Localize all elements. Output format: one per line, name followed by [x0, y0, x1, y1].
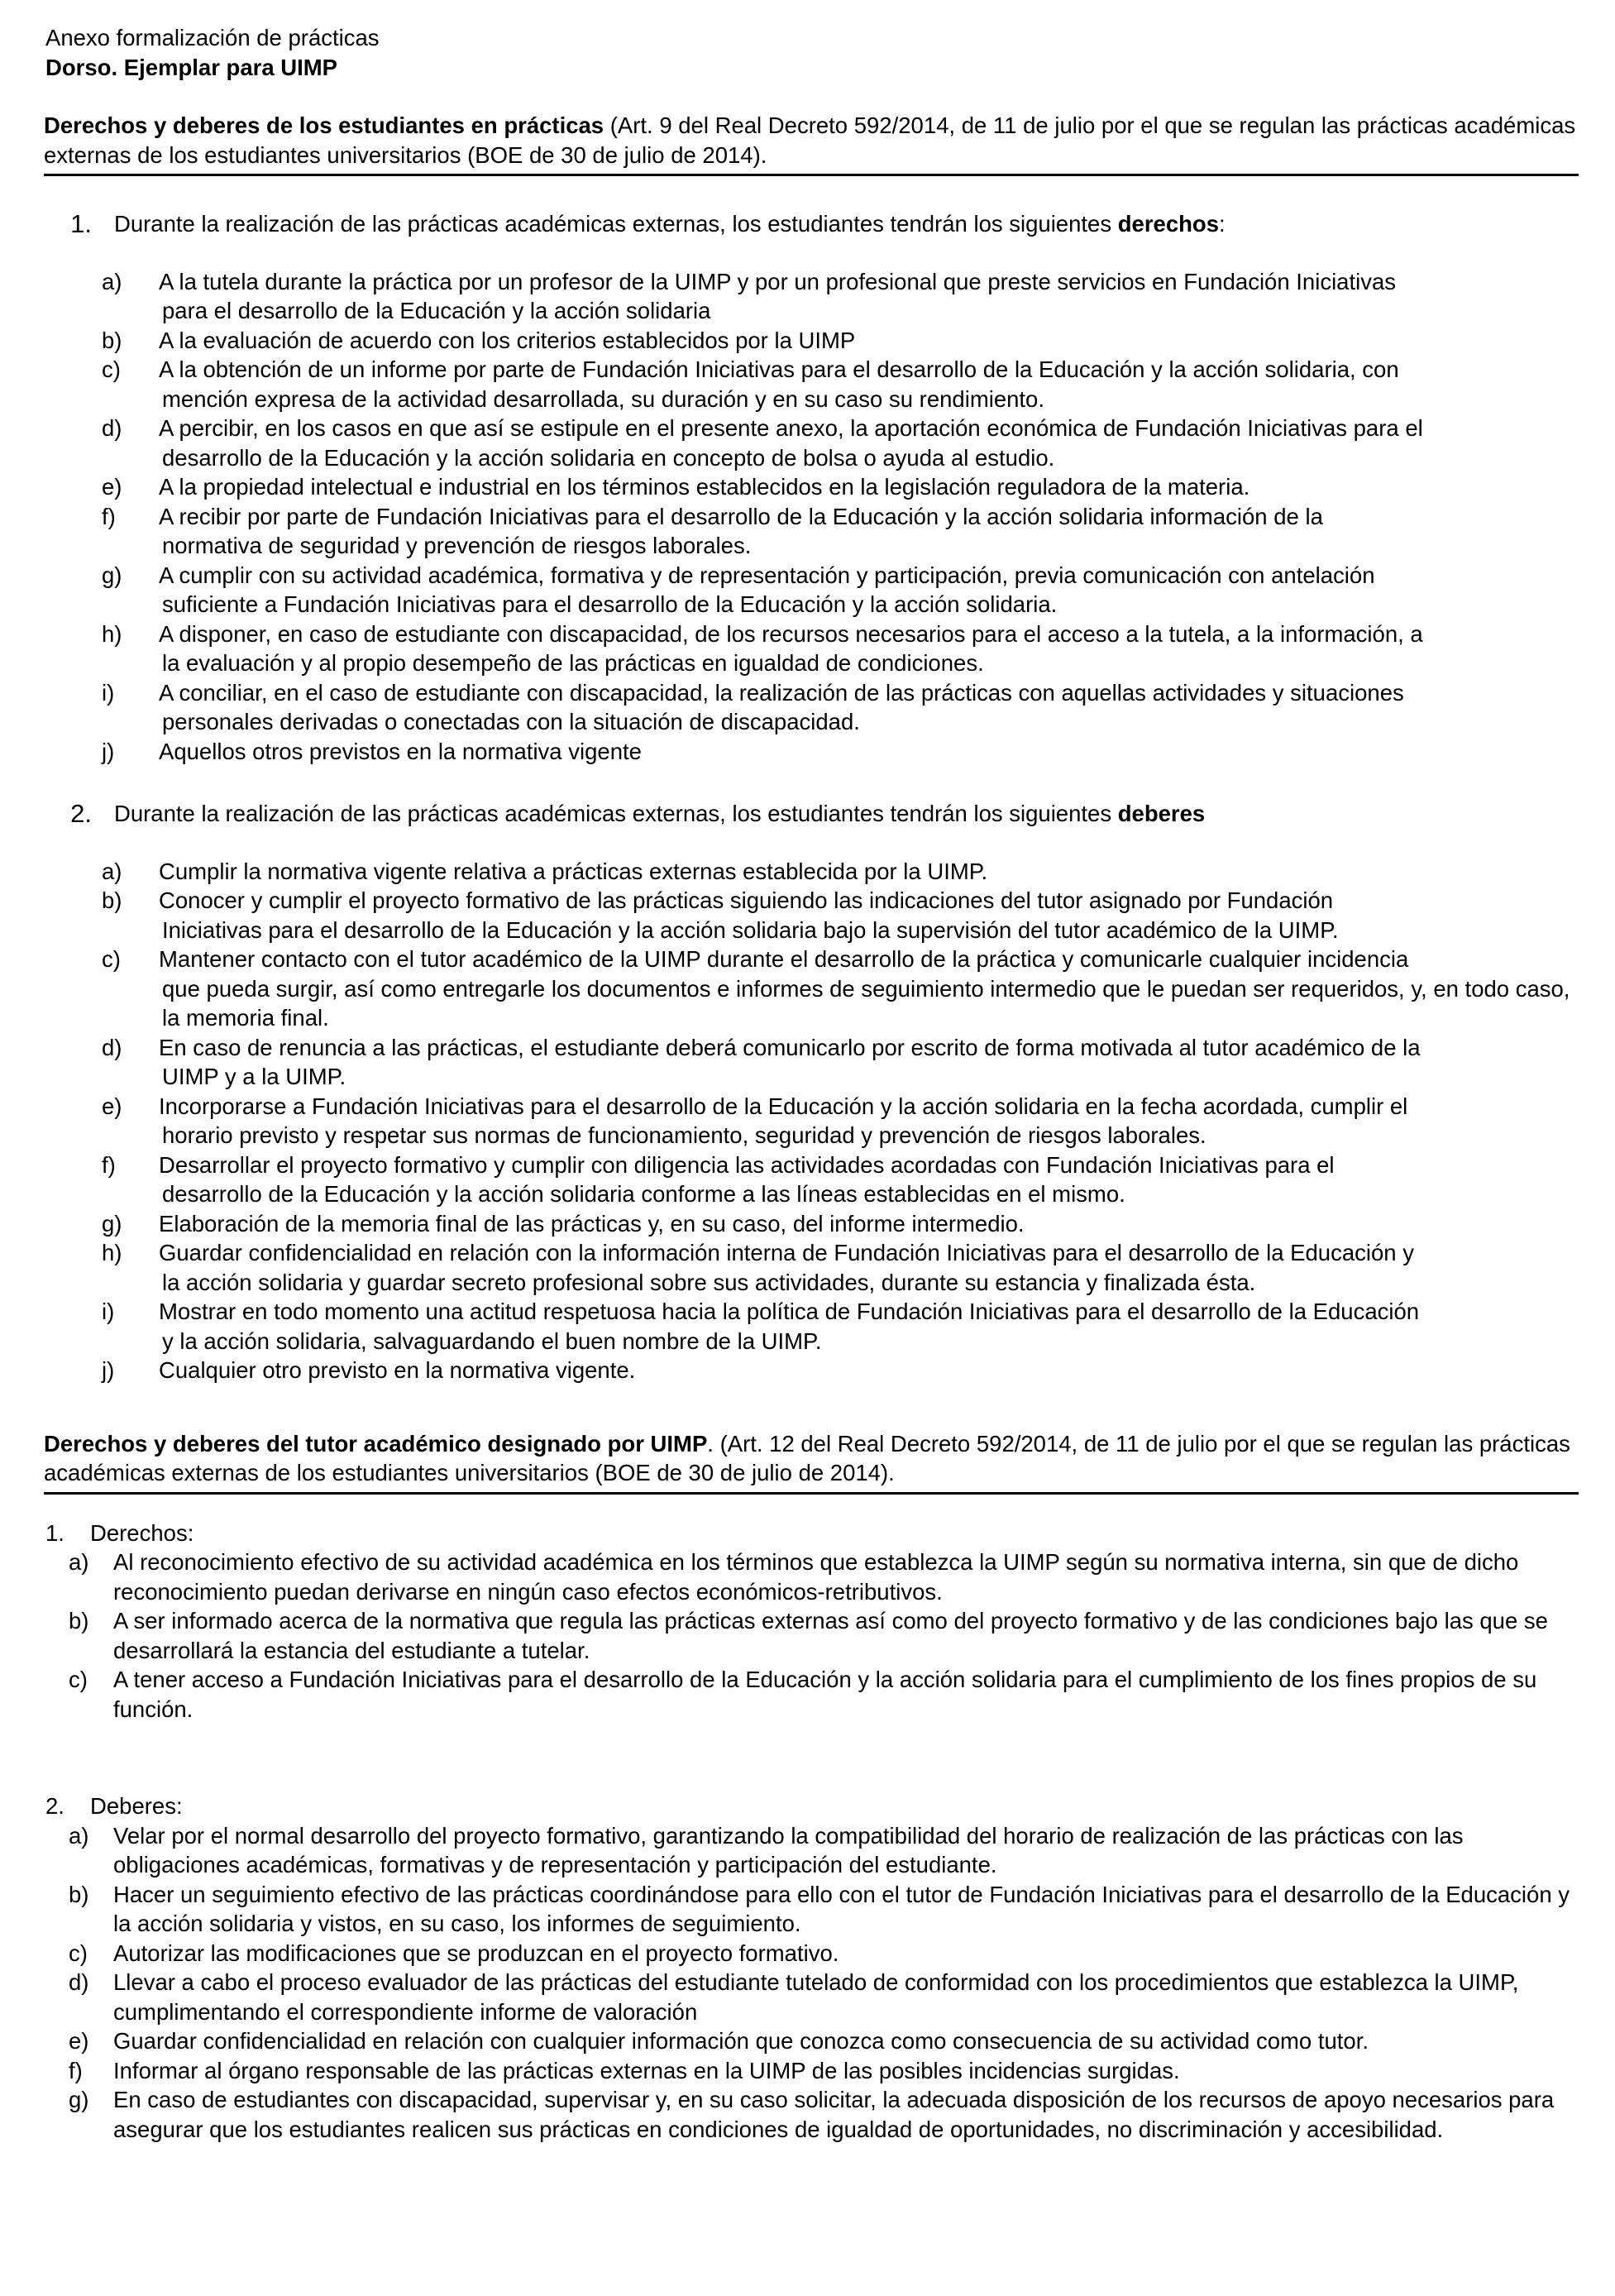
item-first-line: Cualquier otro previsto en la normativa vigente. — [159, 1357, 636, 1383]
item-marker: a) — [102, 858, 122, 884]
item-text — [159, 945, 1575, 1033]
list-item — [45, 857, 1575, 887]
item-text — [159, 472, 1575, 502]
item-marker: b) — [102, 887, 122, 913]
item-marker: d) — [102, 415, 122, 441]
section-number: 2. — [70, 799, 92, 828]
list-item — [45, 355, 1575, 414]
item-first-line: Mostrar en todo momento una actitud respetuosa hacia la política de Fundación Iniciativas para el desarrollo de la Educación — [159, 1299, 1420, 1324]
item-first-line: Conocer y cumplir el proyecto formativo de las prácticas siguiendo las indicaciones del tutor asignado por Fundación — [159, 887, 1334, 913]
item-first-line: A conciliar, en el caso de estudiante con discapacidad, la realización de las prácticas con aquellas actividades y situaciones — [159, 679, 1404, 706]
item-first-line: Mantener contacto con el tutor académico de la UIMP durante el desarrollo de la práctica y comunicarle cualquier incidencia — [159, 946, 1409, 972]
item-text: A ser informado acerca de la normativa que regula las prácticas externas así como del proyecto formativo y de las condiciones bajo las que se desarrollará la estancia del estudiante a tutelar. — [113, 1608, 1548, 1663]
annex-title: Anexo formalización de prácticas — [45, 25, 380, 50]
item-continuation: Iniciativas para el desarrollo de la Educación y la acción solidaria bajo la supervisión del tutor académico de la UIMP. — [162, 916, 1339, 943]
item-text: Guardar confidencialidad en relación con cualquier información que conozca como consecuencia de su actividad como tutor. — [113, 2028, 1369, 2054]
item-first-line: Aquellos otros previstos en la normativa vigente — [159, 738, 642, 764]
item-continuation: mención expresa de la actividad desarrollada, su duración y en su caso su rendimiento. — [162, 385, 1044, 412]
item-text: Informar al órgano responsable de las prácticas externas en la UIMP de las posibles incidencias surgidas. — [113, 2057, 1180, 2083]
list-item — [45, 619, 1575, 678]
section-heading: Derechos: — [90, 1519, 194, 1546]
students-section-1 — [45, 209, 1575, 239]
item-first-line: A la obtención de un informe por parte de Fundación Iniciativas para el desarrollo de la Educación y la acción solidaria, con — [159, 356, 1399, 382]
item-first-line: Guardar confidencialidad en relación con la información interna de Fundación Iniciativas para el desarrollo de la Educación y — [159, 1240, 1414, 1265]
list-item — [45, 2056, 1575, 2086]
list-item — [45, 267, 1575, 326]
list-item — [45, 1150, 1575, 1209]
item-continuation: desarrollo de la Educación y la acción solidaria conforme a las líneas establecidas en el mismo. — [162, 1181, 1125, 1207]
item-text — [159, 678, 1575, 737]
item-marker: g) — [102, 562, 122, 588]
item-marker: c) — [102, 356, 121, 382]
tutor-heading — [44, 1429, 1579, 1495]
section-intro — [114, 799, 1575, 829]
item-text — [159, 1033, 1575, 1092]
list-item — [45, 561, 1575, 619]
section-number: 1. — [70, 209, 92, 238]
section-intro-bold: derechos — [1117, 211, 1220, 237]
item-first-line: A la tutela durante la práctica por un profesor de la UIMP y por un profesional que preste servicios en Fundación Iniciativas — [159, 268, 1397, 294]
tutor-heading-bold: Derechos y deberes del tutor académico designado por UIMP — [44, 1430, 708, 1457]
item-continuation: normativa de seguridad y prevención de riesgos laborales. — [162, 533, 752, 558]
spacer — [45, 82, 1575, 111]
item-marker: a) — [102, 268, 122, 294]
list-item — [45, 1939, 1575, 1968]
list-item — [45, 1092, 1575, 1150]
item-text — [159, 1209, 1575, 1239]
item-marker: h) — [102, 620, 122, 647]
item-text — [159, 619, 1575, 678]
item-first-line: A recibir por parte de Fundación Iniciativas para el desarrollo de la Educación y la acción solidaria información de la — [159, 503, 1323, 529]
item-continuation: para el desarrollo de la Educación y la acción solidaria — [162, 298, 711, 323]
item-text — [159, 1150, 1575, 1209]
students-item-list — [45, 267, 1575, 767]
item-continuation: UIMP y a la UIMP. — [162, 1064, 346, 1089]
item-marker: d) — [102, 1034, 122, 1060]
item-continuation: la evaluación y al propio desempeño de las prácticas en igualdad de condiciones. — [162, 650, 984, 676]
tutor-sections — [45, 1519, 1575, 2145]
tutor-section-1 — [45, 1519, 1575, 1548]
item-marker: i) — [102, 1299, 115, 1324]
copy-label: Dorso. Ejemplar para UIMP — [45, 54, 338, 80]
list-item — [45, 326, 1575, 356]
list-item — [45, 2026, 1575, 2056]
item-text: Autorizar las modificaciones que se produzcan en el proyecto formativo. — [113, 1940, 839, 1966]
item-text: Llevar a cabo el proceso evaluador de las prácticas del estudiante tutelado de conformidad con los procedimientos que establezca la UIMP, cumplimentando el correspondiente informe de valoración — [113, 1969, 1519, 2025]
section-intro-text: Durante la realización de las prácticas académicas externas, los estudiantes tendrán los siguientes — [114, 211, 1118, 237]
item-marker: e) — [102, 1093, 122, 1119]
item-first-line: A cumplir con su actividad académica, formativa y de representación y participación, previa comunicación con antelación — [159, 562, 1375, 588]
students-sections — [45, 209, 1575, 1385]
tutor-section-2 — [45, 1791, 1575, 1821]
item-text: Al reconocimiento efectivo de su actividad académica en los términos que establezca la UIMP según su normativa interna, sin que de dicho reconocimiento puedan derivarse en ningún caso efectos económicos-retributivos. — [113, 1549, 1519, 1605]
item-first-line: Desarrollar el proyecto formativo y cumplir con diligencia las actividades acordadas con Fundación Iniciativas para el — [159, 1151, 1335, 1178]
item-marker: b) — [102, 327, 122, 353]
item-first-line: Incorporarse a Fundación Iniciativas para el desarrollo de la Educación y la acción solidaria en la fecha acordada, cumplir el — [159, 1093, 1408, 1119]
item-first-line: A disponer, en caso de estudiante con discapacidad, de los recursos necesarios para el acceso a la tutela, a la información, a — [159, 620, 1423, 647]
section-heading: Deberes: — [90, 1793, 183, 1819]
item-text — [159, 737, 1575, 767]
item-text — [159, 326, 1575, 356]
item-text — [159, 1238, 1575, 1297]
item-marker: g) — [69, 2087, 89, 2112]
item-marker: a) — [69, 1822, 89, 1849]
item-marker: c) — [69, 1667, 88, 1692]
item-text — [159, 355, 1575, 414]
item-text — [159, 267, 1575, 326]
list-item — [45, 1033, 1575, 1092]
document-page — [45, 23, 1575, 2144]
section-intro-bold: deberes — [1117, 801, 1206, 826]
list-item — [45, 1238, 1575, 1297]
tutor-item-list — [45, 1547, 1575, 1724]
item-marker: h) — [102, 1240, 122, 1265]
tutor-item-list — [45, 1821, 1575, 2145]
list-item — [45, 2085, 1575, 2144]
list-item — [45, 1606, 1575, 1665]
item-marker: e) — [102, 474, 122, 500]
item-marker: f) — [102, 1151, 116, 1178]
item-continuation: personales derivadas o conectadas con la situación de discapacidad. — [162, 709, 860, 734]
section-number: 1. — [45, 1519, 65, 1546]
section-intro-tail: : — [1219, 211, 1226, 237]
item-marker: g) — [102, 1210, 122, 1236]
students-heading — [44, 111, 1579, 176]
item-marker: b) — [69, 1608, 89, 1634]
item-first-line: A la evaluación de acuerdo con los criterios establecidos por la UIMP — [159, 327, 856, 353]
item-continuation: y la acción solidaria, salvaguardando el buen nombre de la UIMP. — [162, 1327, 822, 1354]
item-continuation: que pueda surgir, así como entregarle los documentos e informes de seguimiento intermedio que le puedan ser requeridos, y, en todo caso, la memoria final. — [162, 975, 1570, 1031]
item-first-line: Elaboración de la memoria final de las prácticas y, en su caso, del informe intermedio. — [159, 1210, 1025, 1236]
section-intro-text: Durante la realización de las prácticas académicas externas, los estudiantes tendrán los siguientes — [114, 801, 1118, 826]
list-item — [45, 737, 1575, 767]
item-continuation: la acción solidaria y guardar secreto profesional sobre sus actividades, durante su estancia y finalizada ésta. — [162, 1269, 1256, 1295]
item-marker: e) — [69, 2028, 89, 2054]
item-marker: f) — [102, 503, 116, 529]
item-text: A tener acceso a Fundación Iniciativas para el desarrollo de la Educación y la acción solidaria para el cumplimiento de los fines propios de su función. — [113, 1667, 1537, 1722]
item-marker: c) — [102, 946, 121, 972]
list-item — [45, 886, 1575, 945]
list-item — [45, 1356, 1575, 1385]
item-marker: b) — [69, 1881, 89, 1907]
section-intro — [114, 209, 1575, 239]
item-marker: d) — [69, 1969, 89, 1995]
spacer — [45, 1724, 1575, 1767]
list-item — [45, 1968, 1575, 2026]
item-first-line: En caso de renuncia a las prácticas, el estudiante deberá comunicarlo por escrito de forma motivada al tutor académico de la — [159, 1034, 1421, 1060]
list-item — [45, 1821, 1575, 1880]
item-marker: c) — [69, 1940, 88, 1966]
item-text — [159, 414, 1575, 472]
item-text — [159, 857, 1575, 887]
list-item — [45, 414, 1575, 472]
item-first-line: A la propiedad intelectual e industrial en los términos establecidos en la legislación reguladora de la materia. — [159, 474, 1250, 500]
item-text — [159, 1356, 1575, 1385]
list-item — [45, 678, 1575, 737]
list-item — [45, 1297, 1575, 1356]
item-continuation: suficiente a Fundación Iniciativas para el desarrollo de la Educación y la acción solidaria. — [162, 591, 1058, 617]
item-text — [159, 1297, 1575, 1356]
item-text: Hacer un seguimiento efectivo de las prácticas coordinándose para ello con el tutor de Fundación Iniciativas para el desarrollo de la Educación y la acción solidaria y vistos, en su caso, los informes de seguimiento. — [113, 1881, 1570, 1936]
item-text: Velar por el normal desarrollo del proyecto formativo, garantizando la compatibilidad del horario de realización de las prácticas con las obligaciones académicas, formativas y de representación y participación del estudiante. — [113, 1822, 1464, 1877]
item-text — [159, 886, 1575, 945]
item-first-line: A percibir, en los casos en que así se estipule en el presente anexo, la aportación económica de Fundación Iniciativas para el — [159, 415, 1423, 441]
section-number: 2. — [45, 1793, 65, 1819]
item-text — [159, 1092, 1575, 1150]
list-item — [45, 1209, 1575, 1239]
item-first-line: Cumplir la normativa vigente relativa a prácticas externas establecida por la UIMP. — [159, 858, 988, 884]
tutor-heading-rest: . (Art. 12 del Real Decreto 592/2014, de 11 de julio por el que se regulan las prácticas académicas externas de los estudiantes universitarios (BOE de 30 de julio de 2014). — [44, 1430, 1570, 1485]
list-item — [45, 1547, 1575, 1606]
students-heading-bold: Derechos y deberes de los estudiantes en prácticas — [44, 112, 604, 138]
item-marker: j) — [102, 1357, 115, 1383]
item-text: En caso de estudiantes con discapacidad, supervisar y, en su caso solicitar, la adecuada disposición de los recursos de apoyo necesarios para asegurar que los estudiantes realicen sus prácticas en condiciones de igualdad de oportunidades, no discriminación y accesibilidad. — [113, 2087, 1555, 2142]
item-text — [159, 561, 1575, 619]
students-item-list — [45, 857, 1575, 1385]
list-item — [45, 1665, 1575, 1724]
list-item — [45, 1880, 1575, 1939]
students-section-2 — [45, 799, 1575, 829]
item-marker: j) — [102, 738, 115, 764]
item-continuation: horario previsto y respetar sus normas de funcionamiento, seguridad y prevención de riesgos laborales. — [162, 1122, 1206, 1148]
item-marker: f) — [69, 2057, 83, 2083]
item-marker: a) — [69, 1549, 89, 1575]
item-continuation: desarrollo de la Educación y la acción solidaria en concepto de bolsa o ayuda al estudio. — [162, 444, 1055, 471]
list-item — [45, 472, 1575, 502]
students-heading-rest: (Art. 9 del Real Decreto 592/2014, de 11 de julio por el que se regulan las prácticas académicas externas de los estudiantes universitarios (BOE de 30 de julio de 2014). — [44, 112, 1576, 168]
item-text — [159, 502, 1575, 561]
item-marker: i) — [102, 679, 115, 706]
list-item — [45, 502, 1575, 561]
list-item — [45, 945, 1575, 1033]
